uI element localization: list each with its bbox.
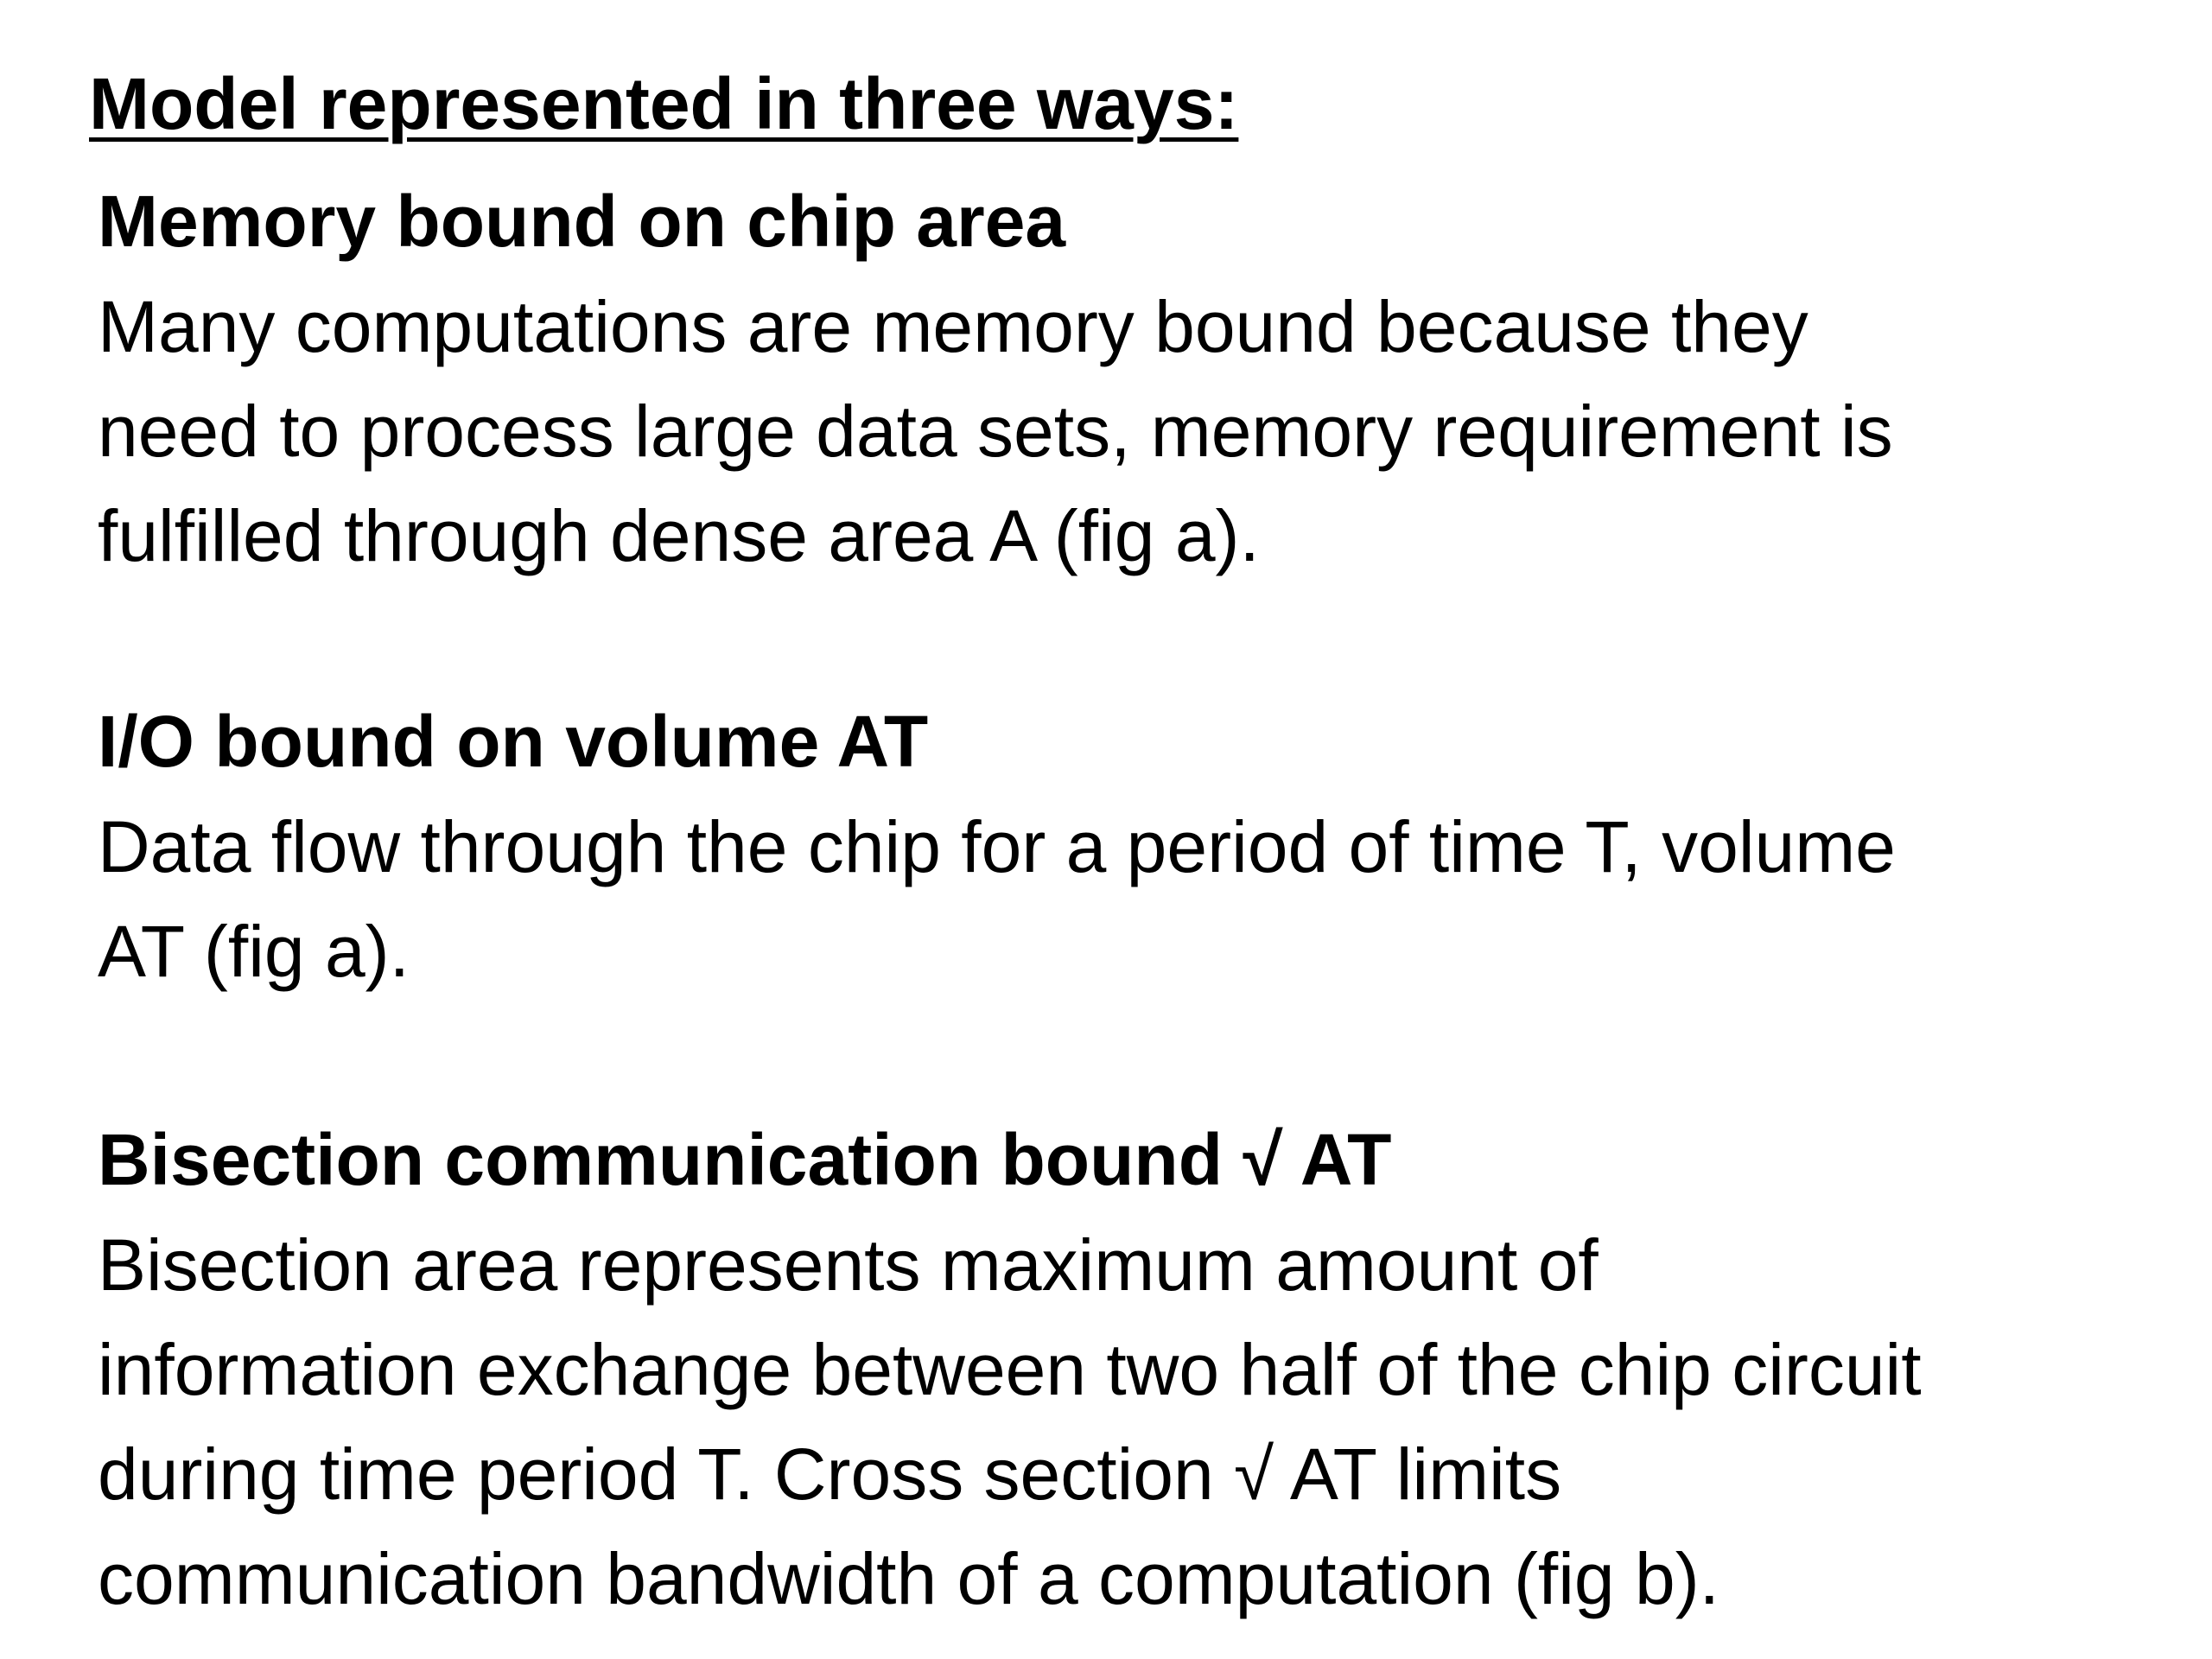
body-line: communication bandwidth of a computation (fig b). xyxy=(98,1538,1719,1619)
body-line: during time period T. Cross section √ AT limits xyxy=(98,1433,1562,1515)
slide-title: Model represented in three ways: xyxy=(89,63,1239,144)
section-heading-io-bound: I/O bound on volume AT xyxy=(98,701,929,782)
section-heading-bisection-bound: Bisection communication bound √ AT xyxy=(98,1119,1392,1200)
section-body-memory-bound xyxy=(98,275,2171,588)
body-line: Data flow through the chip for a period of time T, volume xyxy=(98,806,1896,887)
section-body-bisection-bound xyxy=(98,1213,2171,1631)
section-heading-memory-bound: Memory bound on chip area xyxy=(98,181,1066,262)
body-line: information exchange between two half of the chip circuit xyxy=(98,1329,1922,1410)
body-line: need to process large data sets, memory requirement is xyxy=(98,391,1893,472)
body-line: Bisection area represents maximum amount of xyxy=(98,1224,1599,1306)
section-body-io-bound xyxy=(98,795,2171,1004)
body-line: fulfilled through dense area A (fig a). xyxy=(98,495,1260,576)
body-line: AT (fig a). xyxy=(98,911,410,992)
body-line: Many computations are memory bound because they xyxy=(98,286,1808,367)
